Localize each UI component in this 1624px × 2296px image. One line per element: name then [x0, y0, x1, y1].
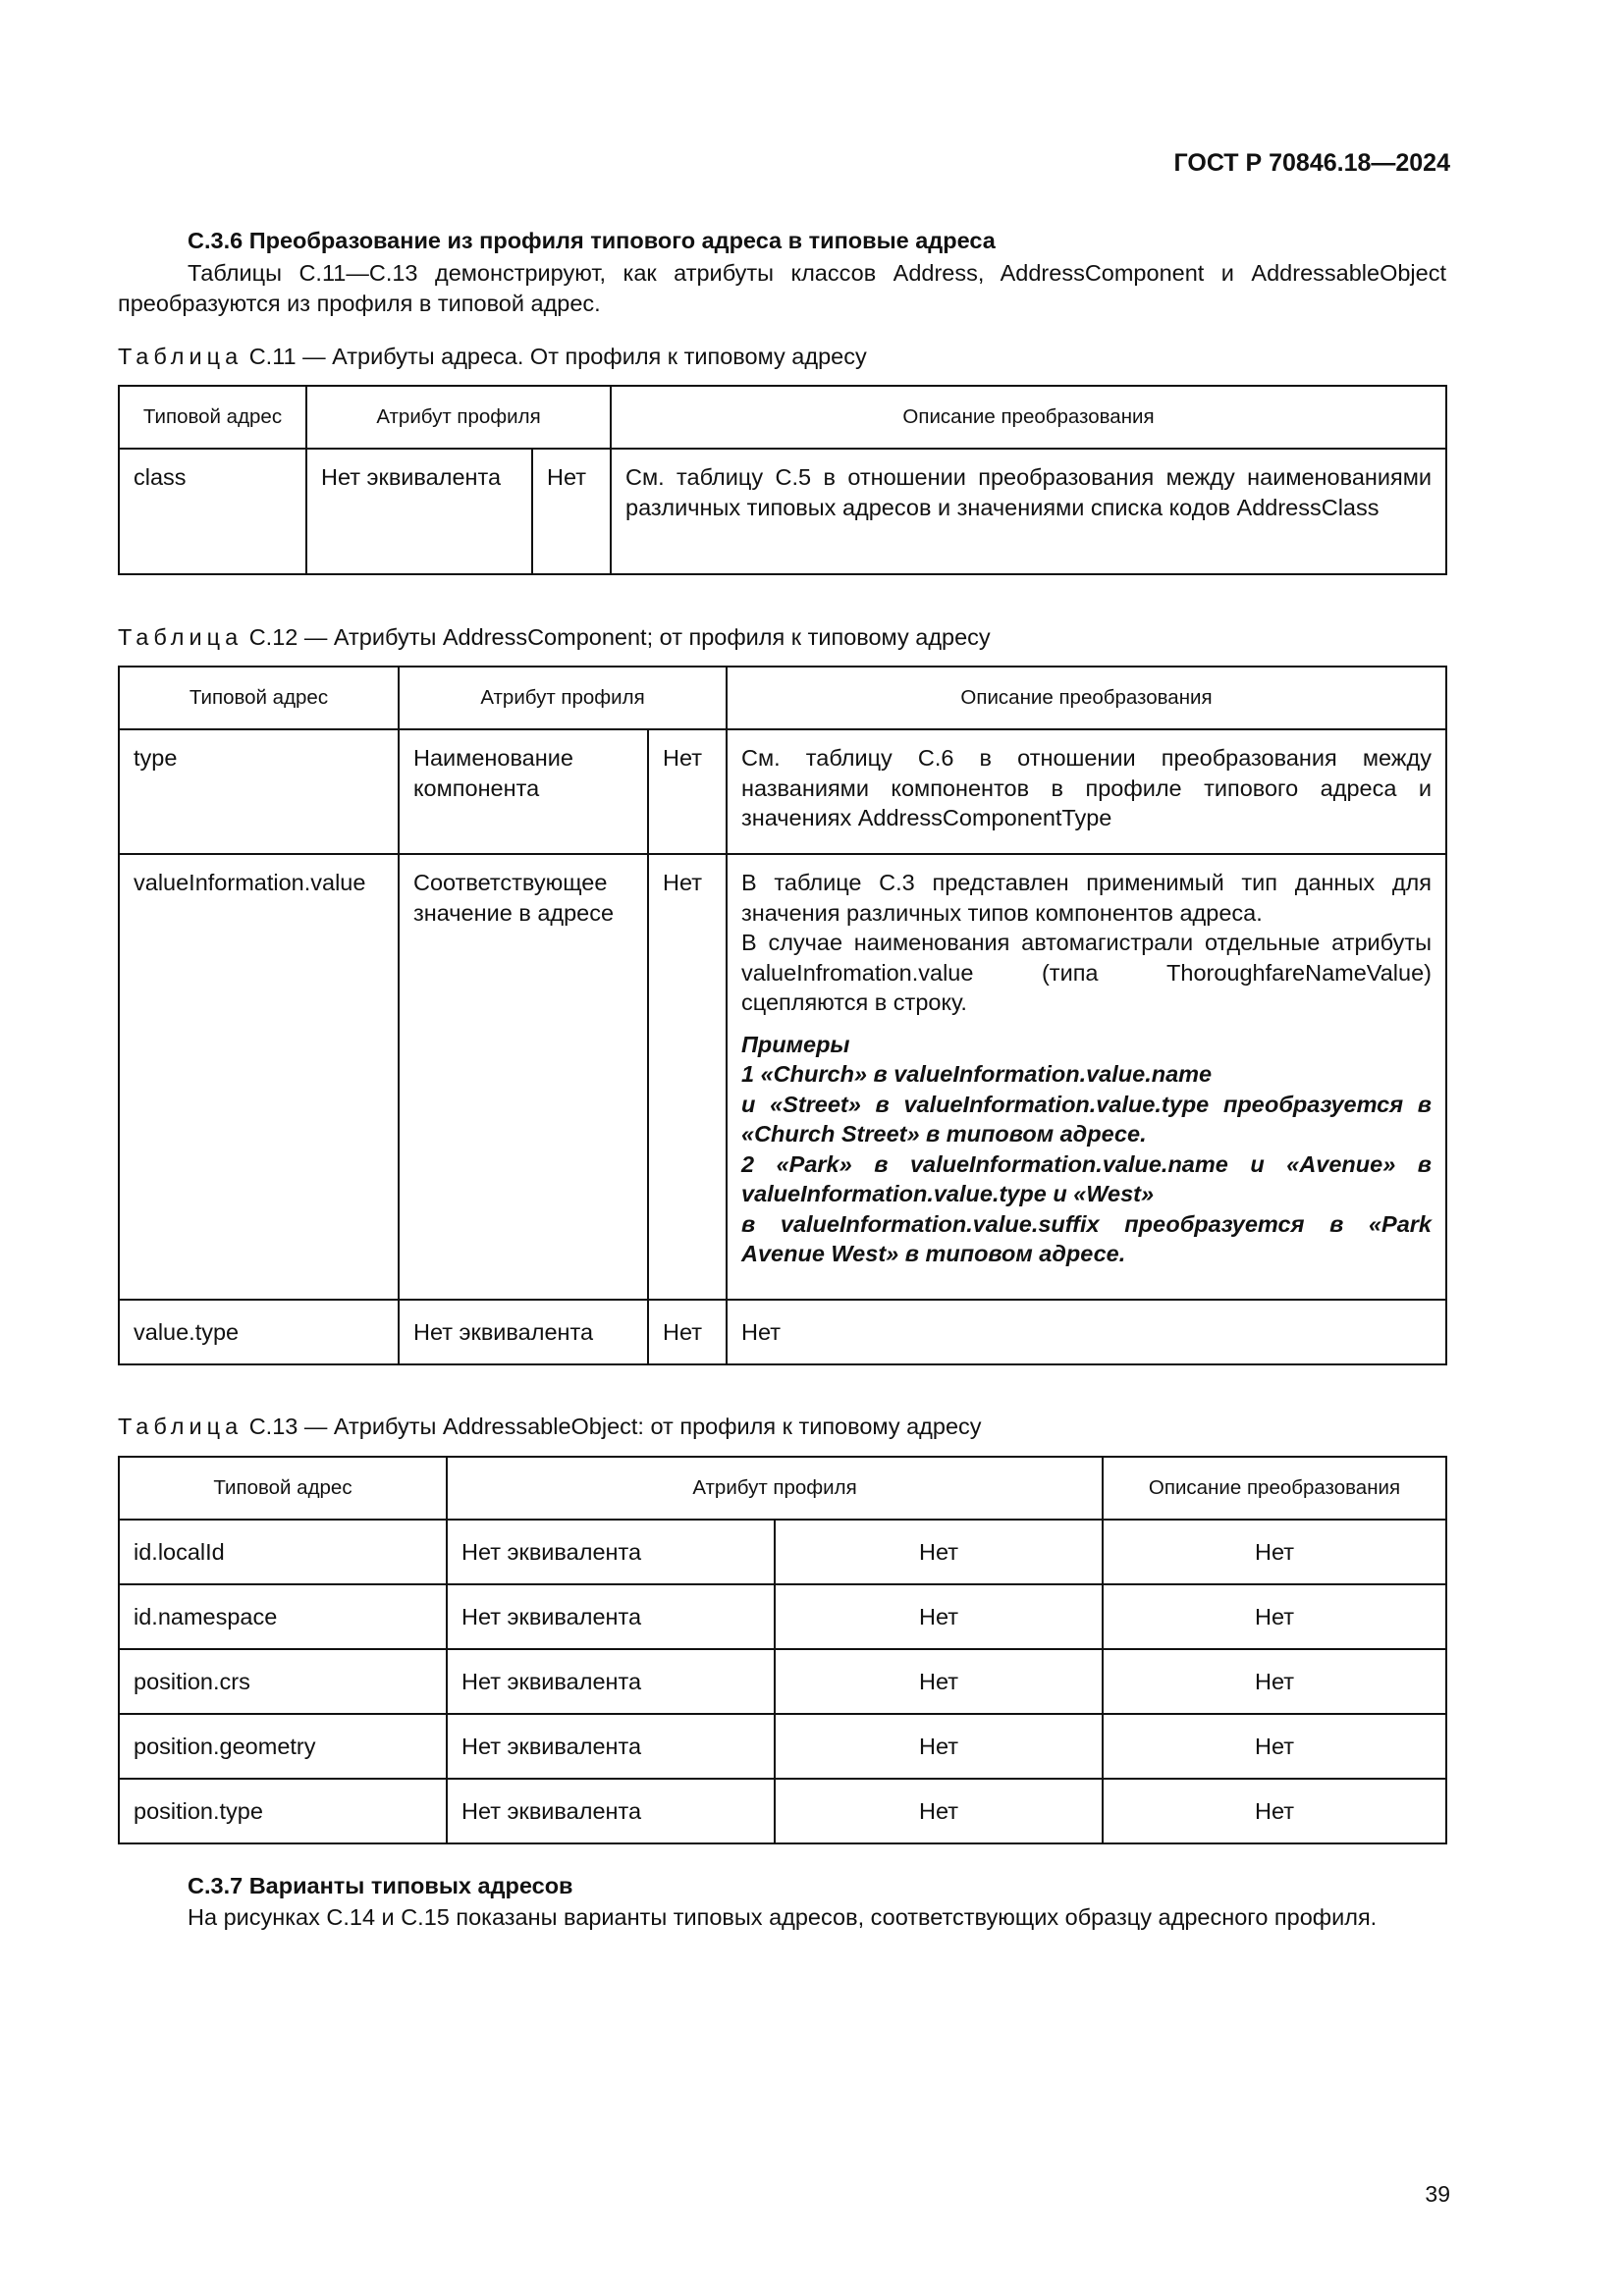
table-cell: Нет эквивалента: [447, 1520, 775, 1584]
table-cell: Нет: [1103, 1584, 1446, 1649]
examples-title: Примеры: [741, 1031, 850, 1057]
table-cell: id.localId: [119, 1520, 447, 1584]
table-header-cell: Типовой адрес: [119, 386, 306, 449]
table-caption-c12: Таблица С.12 — Атрибуты AddressComponent; от профиля к типовому адресу: [118, 624, 991, 650]
table-cell: Нет: [1103, 1779, 1446, 1843]
table-cell: Нет: [775, 1779, 1103, 1843]
table-cell: position.geometry: [119, 1714, 447, 1779]
table-cell: Нет эквивалента: [447, 1714, 775, 1779]
table-cell: Нет: [648, 1300, 727, 1364]
table-cell: Нет: [1103, 1649, 1446, 1714]
table-c11: [118, 385, 1447, 575]
example-line: в valueInformation.value.suffix преобразуется в «Park Avenue West» в типовом адресе.: [741, 1210, 1432, 1266]
table-cell: Нет эквивалента: [447, 1779, 775, 1843]
table-row: [119, 729, 1446, 854]
table-row: [119, 1300, 1446, 1364]
section-heading-c36: С.3.6 Преобразование из профиля типового адреса в типовые адреса: [188, 228, 996, 253]
table-cell: См. таблицу С.6 в отношении преобразования между названиями компонентов в профиле типового адреса и значениях AddressComponentType: [727, 729, 1446, 854]
table-cell: Нет: [775, 1520, 1103, 1584]
table-row: [119, 1714, 1446, 1779]
table-header-cell: Атрибут профиля: [399, 667, 727, 729]
section-heading-c37: С.3.7 Варианты типовых адресов: [188, 1873, 573, 1898]
table-row: [119, 1520, 1446, 1584]
description-text: В случае наименования автомагистрали отдельные атрибуты valueInfromation.value (типа ThoroughfareNameValue) сцепляются в строку.: [741, 930, 1432, 1015]
table-c12: [118, 666, 1447, 1365]
table-cell: value.type: [119, 1300, 399, 1364]
table-row: [119, 1779, 1446, 1843]
table-row: [119, 1649, 1446, 1714]
page-number: 39: [1425, 2181, 1450, 2207]
example-line: 2 «Park» в valueInformation.value.name и «Avenue» в valueInformation.value.type и «West»: [741, 1150, 1432, 1206]
table-caption-c11: Таблица С.11 — Атрибуты адреса. От профиля к типовому адресу: [118, 344, 867, 369]
table-header-cell: Описание преобразования: [727, 667, 1446, 729]
table-header-cell: Описание преобразования: [1103, 1457, 1446, 1520]
table-cell: Нет: [775, 1714, 1103, 1779]
table-c13: [118, 1456, 1447, 1844]
table-cell: Нет: [1103, 1714, 1446, 1779]
document-code: ГОСТ Р 70846.18—2024: [1173, 149, 1450, 177]
table-cell: valueInformation.value: [119, 854, 399, 1300]
section-paragraph-c37: На рисунках С.14 и С.15 показаны варианты типовых адресов, соответствующих образцу адресного профиля.: [188, 1904, 1378, 1930]
table-caption-c13: Таблица С.13 — Атрибуты AddressableObject: от профиля к типовому адресу: [118, 1414, 982, 1439]
table-cell: Нет: [1103, 1520, 1446, 1584]
table-header-cell: Атрибут профиля: [306, 386, 611, 449]
example-line: 1 «Church» в valueInformation.value.name: [741, 1061, 1213, 1087]
table-header-cell: Описание преобразования: [611, 386, 1446, 449]
table-cell: Нет эквивалента: [447, 1584, 775, 1649]
table-cell: Нет: [727, 1300, 1446, 1364]
table-cell: Нет: [775, 1584, 1103, 1649]
table-cell: type: [119, 729, 399, 854]
table-header-cell: Атрибут профиля: [447, 1457, 1103, 1520]
table-cell: Нет: [775, 1649, 1103, 1714]
table-cell: Нет: [648, 729, 727, 854]
table-cell: class: [119, 449, 306, 574]
table-cell: Нет: [532, 449, 611, 574]
table-row: [119, 1584, 1446, 1649]
table-row: [119, 449, 1446, 574]
section-paragraph-c36: Таблицы С.11—С.13 демонстрируют, как атрибуты классов Address, AddressComponent и AddressableObject преобразуются из профиля в типовой адрес.: [118, 260, 1446, 316]
table-cell: Нет эквивалента: [447, 1649, 775, 1714]
table-cell: id.namespace: [119, 1584, 447, 1649]
table-header-cell: Типовой адрес: [119, 667, 399, 729]
table-cell: Нет эквивалента: [306, 449, 532, 574]
example-line: и «Street» в valueInformation.value.type преобразуется в «Church Street» в типовом адресе.: [741, 1091, 1432, 1147]
examples-note: [741, 1030, 1432, 1269]
table-row: [119, 854, 1446, 1300]
table-cell: Нет эквивалента: [399, 1300, 648, 1364]
table-header-cell: Типовой адрес: [119, 1457, 447, 1520]
table-cell: Наименование компонента: [399, 729, 648, 854]
description-text: В таблице С.3 представлен применимый тип данных для значения различных типов компонентов адреса.: [741, 870, 1432, 926]
table-cell: position.type: [119, 1779, 447, 1843]
table-cell: Нет: [648, 854, 727, 1300]
table-cell: См. таблицу С.5 в отношении преобразования между наименованиями различных типовых адресов и значениями списка кодов AddressClass: [611, 449, 1446, 574]
table-cell: Соответствующее значение в адресе: [399, 854, 648, 1300]
table-cell: position.crs: [119, 1649, 447, 1714]
table-cell: [727, 854, 1446, 1300]
